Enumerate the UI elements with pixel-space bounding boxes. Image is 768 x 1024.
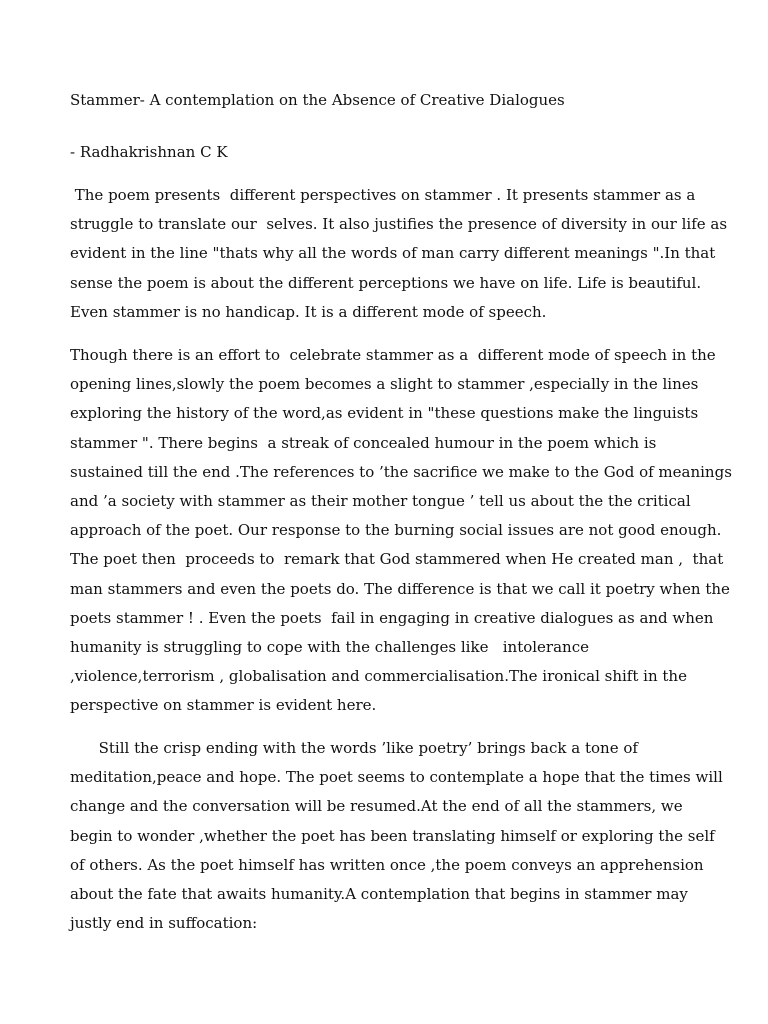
paragraph-line: The poem presents different perspectives on stammer . It presents stammer as a xyxy=(70,186,696,204)
paragraph-line: Though there is an effort to celebrate stammer as a different mode of speech in the xyxy=(70,346,716,364)
paragraph-line: The poet then proceeds to remark that God stammered when He created man , that xyxy=(70,550,724,569)
paragraph-3 xyxy=(70,734,723,938)
paragraph-line: man stammers and even the poets do. The difference is that we call it poetry when the xyxy=(70,579,730,598)
document-author: - Radhakrishnan C K xyxy=(70,143,228,161)
paragraph-line: struggle to translate our selves. It also justifies the presence of diversity in our life as xyxy=(70,215,728,234)
document-title: Stammer- A contemplation on the Absence of Creative Dialogues xyxy=(70,91,565,109)
paragraph-line: ,violence,terrorism , globalisation and commercialisation.The ironical shift in the xyxy=(70,667,687,686)
paragraph-line: change and the conversation will be resumed.At the end of all the stammers, we xyxy=(70,797,683,816)
paragraph-2 xyxy=(70,341,732,721)
paragraph-line: and ’a society with stammer as their mother tongue ’ tell us about the the critical xyxy=(70,492,691,511)
paragraph-line: about the fate that awaits humanity.A contemplation that begins in stammer may xyxy=(70,885,688,904)
paragraph-line: stammer ". There begins a streak of concealed humour in the poem which is xyxy=(70,433,657,452)
paragraph-1 xyxy=(70,181,728,327)
paragraph-line: poets stammer ! . Even the poets fail in engaging in creative dialogues as and when xyxy=(70,608,714,627)
paragraph-line: approach of the poet. Our response to the burning social issues are not good enough. xyxy=(70,521,722,540)
paragraph-line: Even stammer is no handicap. It is a different mode of speech. xyxy=(70,302,547,321)
paragraph-line: begin to wonder ,whether the poet has been translating himself or exploring the self xyxy=(70,826,715,845)
paragraph-line: opening lines,slowly the poem becomes a slight to stammer ,especially in the lines xyxy=(70,375,699,394)
paragraph-line: sustained till the end .The references to ’the sacrifice we make to the God of meanings xyxy=(70,462,732,481)
paragraph-line: Still the crisp ending with the words ’like poetry’ brings back a tone of xyxy=(70,739,638,757)
paragraph-line: evident in the line "thats why all the words of man carry different meanings ".In that xyxy=(70,244,716,263)
paragraph-line: sense the poem is about the different perceptions we have on life. Life is beautiful. xyxy=(70,273,702,292)
paragraph-line: justly end in suffocation: xyxy=(70,914,258,933)
paragraph-line: humanity is struggling to cope with the challenges like intolerance xyxy=(70,638,589,657)
paragraph-line: exploring the history of the word,as evident in "these questions make the linguists xyxy=(70,404,699,423)
paragraph-line: meditation,peace and hope. The poet seems to contemplate a hope that the times will xyxy=(70,768,723,787)
paragraph-line: of others. As the poet himself has written once ,the poem conveys an apprehension xyxy=(70,855,704,874)
paragraph-line: perspective on stammer is evident here. xyxy=(70,696,377,715)
